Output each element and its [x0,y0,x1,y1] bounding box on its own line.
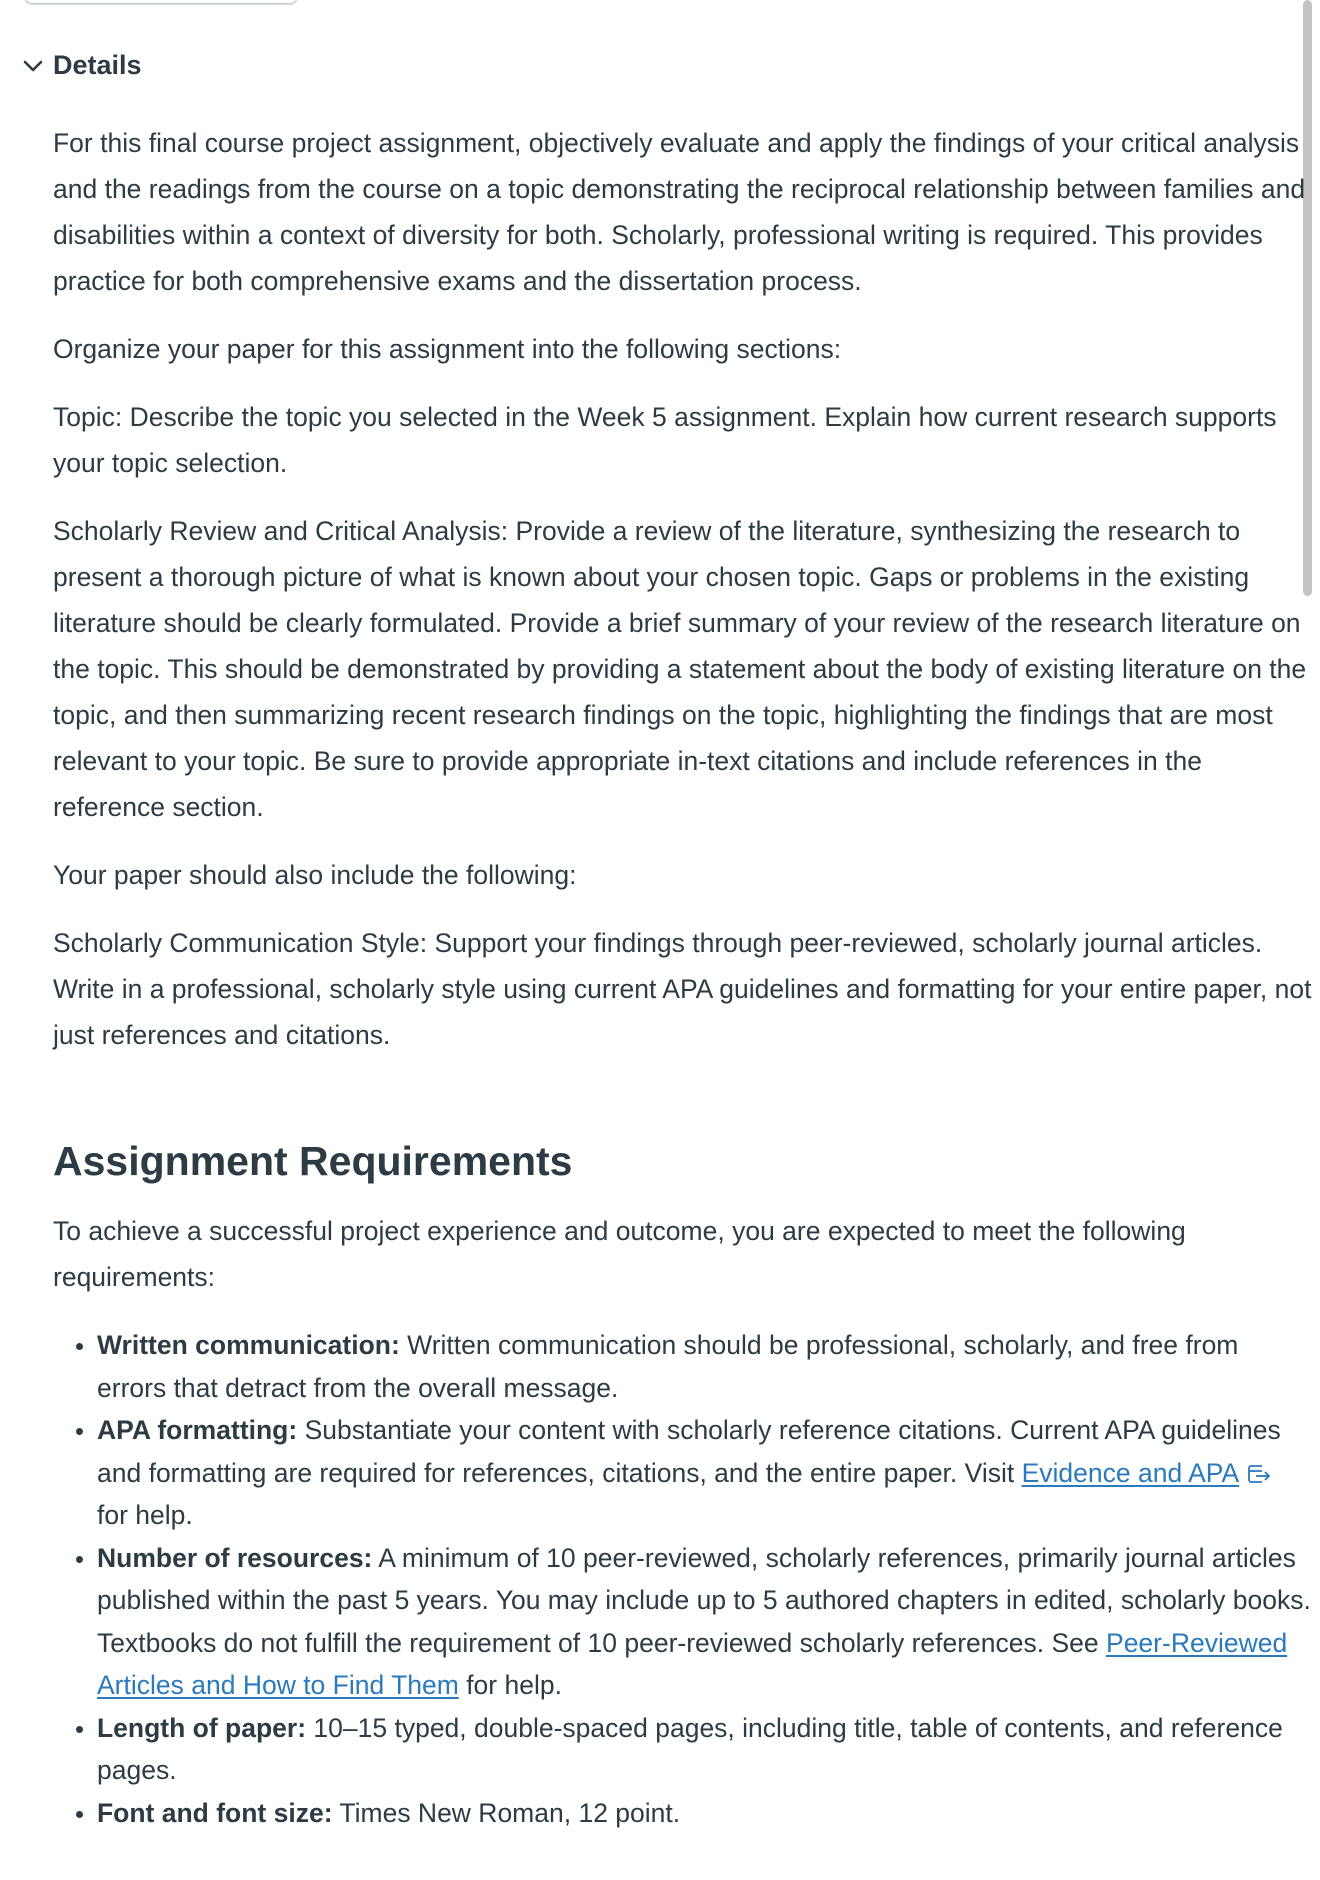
requirement-item [97,1409,1313,1537]
include-paragraph: Your paper should also include the following: [53,860,577,890]
topic-paragraph: Topic: Describe the topic you selected in the Week 5 assignment. Explain how current research supports your topic selection. [53,402,1277,478]
requirement-label: Number of resources: [97,1542,373,1573]
details-content [53,120,1313,1834]
requirements-heading: Assignment Requirements [53,1138,573,1184]
requirement-text: 10–15 typed, double-spaced pages, including title, table of contents, and reference pages. [97,1712,1283,1785]
requirement-text: A minimum of 10 peer-reviewed, scholarly references, primarily journal articles published within the past 5 years. You may include up to 5 authored chapters in edited, scholarly books. Textbooks do not fulfill the requirement of 10 peer-reviewed scholarly references. See [97,1542,1311,1658]
requirement-label: Length of paper: [97,1712,307,1743]
details-toggle[interactable] [22,50,142,81]
requirement-label: Font and font size: [97,1797,333,1828]
details-toggle-label: Details [53,50,142,80]
organize-paragraph: Organize your paper for this assignment into the following sections: [53,334,842,364]
requirement-text: Times New Roman, 12 point. [332,1797,681,1828]
requirement-item [97,1792,1313,1835]
intro-paragraph: For this final course project assignment, objectively evaluate and apply the findings of your critical analysis and the readings from the course on a topic demonstrating the reciprocal relationship between families and disabilities within a context of diversity for both. Scholarly, professional writing is required. This provides practice for both comprehensive exams and the dissertation process. [53,128,1306,296]
evidence-and-apa-link[interactable]: Evidence and APA [1021,1457,1240,1488]
requirement-item [97,1707,1313,1792]
style-paragraph: Scholarly Communication Style: Support your findings through peer-reviewed, scholarly journal articles. Write in a professional, scholarly style using current APA guidelines and formatting for your entire paper, not just references and citations. [53,928,1312,1050]
requirement-label: Written communication: [97,1330,400,1360]
requirement-after: for help. [97,1500,193,1530]
requirement-text: Substantiate your content with scholarly reference citations. Current APA guidelines and formatting are required for references, citations, and the entire paper. Visit [97,1415,1281,1488]
external-link-icon[interactable] [1247,1463,1273,1485]
requirements-list [53,1324,1313,1834]
clipped-top-box [24,0,298,4]
requirement-item [97,1537,1313,1707]
requirement-label: APA formatting: [97,1415,298,1445]
review-paragraph: Scholarly Review and Critical Analysis: Provide a review of the literature, synthesizing the research to present a thorough picture of what is known about your chosen topic. Gaps or problems in the existing literature should be clearly formulated. Provide a brief summary of your review of the research literature on the topic. This should be demonstrated by providing a statement about the body of existing literature on the topic, and then summarizing recent research findings on the topic, highlighting the findings that are most relevant to your topic. Be sure to provide appropriate in-text citations and include references in the reference section. [53,516,1307,822]
requirement-item [97,1324,1313,1409]
requirement-after: for help. [458,1670,562,1700]
chevron-down-icon [22,55,44,77]
peer-reviewed-articles-link[interactable]: Peer-Reviewed Articles and How to Find Them [97,1627,1288,1700]
requirements-intro: To achieve a successful project experience and outcome, you are expected to meet the following requirements: [53,1216,1186,1292]
requirement-text: Written communication should be professional, scholarly, and free from errors that detract from the overall message. [97,1330,1239,1403]
